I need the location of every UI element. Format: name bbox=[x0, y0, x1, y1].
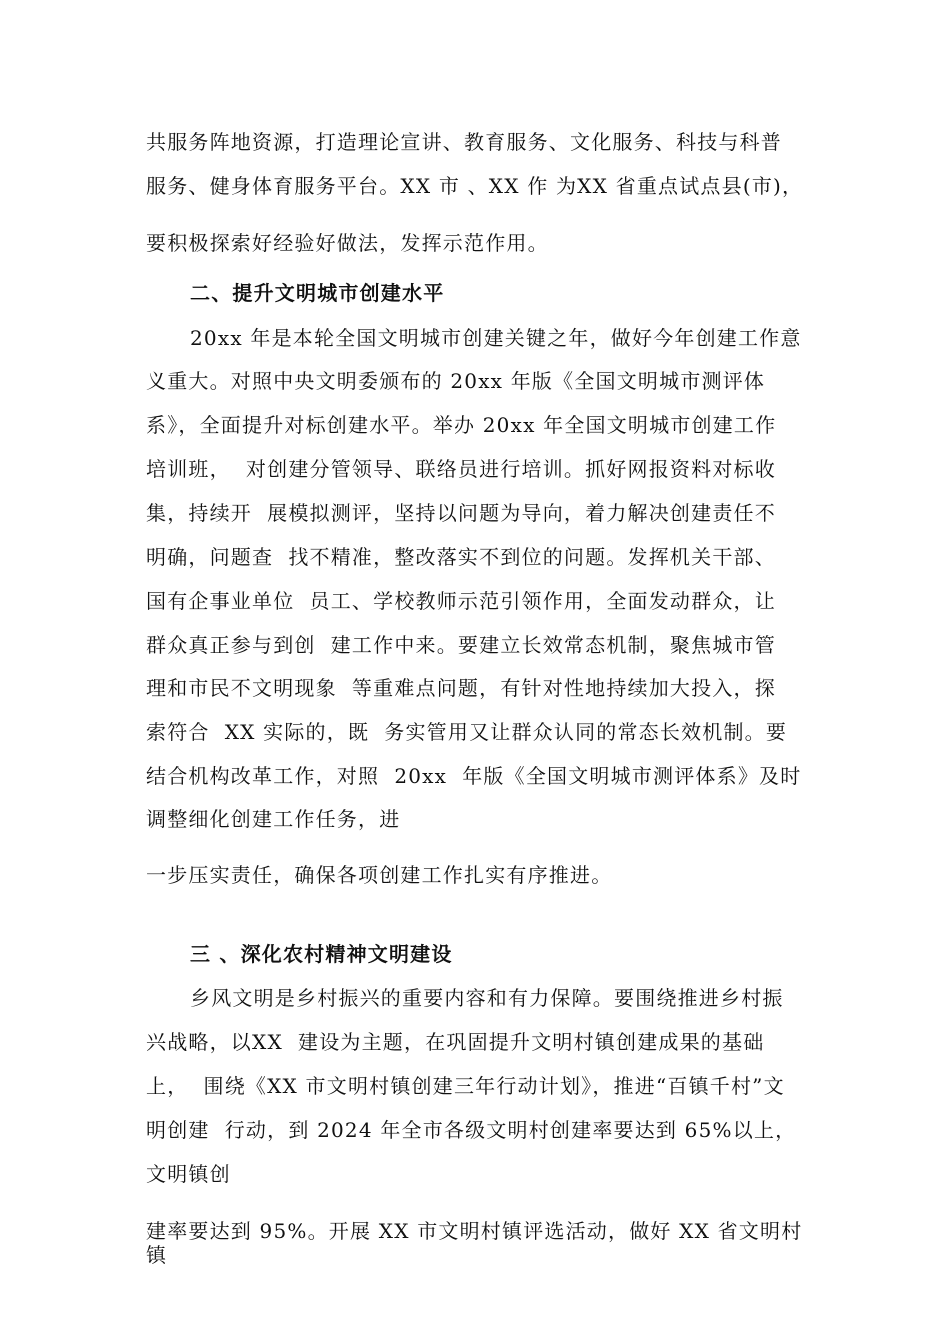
paragraph-line: 上， 围绕《XX 市文明村镇创建三年行动计划》，推进“百镇千村”文 bbox=[146, 1074, 785, 1098]
paragraph-line: 国有企事业单位 员工、学校教师示范引领作用，全面发动群众，让 bbox=[146, 589, 776, 613]
paragraph-line: 一步压实责任，确保各项创建工作扎实有序推进。 bbox=[146, 863, 613, 887]
paragraph-line: 集，持续开 展模拟测评，坚持以问题为导向，着力解决创建责任不 bbox=[146, 501, 776, 525]
paragraph-line: 培训班， 对创建分管领导、联络员进行培训。抓好网报资料对标收 bbox=[146, 457, 776, 481]
paragraph-line: 镇 bbox=[146, 1243, 168, 1267]
paragraph-line: 索符合 XX 实际的，既 务实管用又让群众认同的常态长效机制。要 bbox=[146, 720, 788, 744]
section-heading-2: 二、提升文明城市创建水平 bbox=[190, 281, 445, 305]
paragraph-line: 乡风文明是乡村振兴的重要内容和有力保障。要围绕推进乡村振 bbox=[190, 986, 784, 1010]
paragraph-line: 理和市民不文明现象 等重难点问题，有针对性地持续加大投入，探 bbox=[146, 676, 776, 700]
paragraph-line: 系》，全面提升对标创建水平。举办 20xx 年全国文明城市创建工作 bbox=[146, 413, 777, 437]
paragraph-line: 共服务阵地资源，打造理论宣讲、教育服务、文化服务、科技与科普 bbox=[146, 130, 782, 154]
paragraph-line: 调整细化创建工作任务，进 bbox=[146, 807, 401, 831]
section-heading-3: 三 、深化农村精神文明建设 bbox=[190, 942, 453, 966]
paragraph-line: 结合机构改革工作，对照 20xx 年版《全国文明城市测评体系》及时 bbox=[146, 764, 802, 788]
paragraph-line: 群众真正参与到创 建工作中来。要建立长效常态机制，聚焦城市管 bbox=[146, 633, 776, 657]
paragraph-line: 建率要达到 95%。开展 XX 市文明村镇评选活动，做好 XX 省文明村 bbox=[146, 1219, 803, 1243]
paragraph-line: 要积极探索好经验好做法，发挥示范作用。 bbox=[146, 231, 549, 255]
paragraph-line: 服务、健身体育服务平台。XX 市 、XX 作 为XX 省重点试点县(市)， bbox=[146, 174, 804, 198]
paragraph-line: 文明镇创 bbox=[146, 1162, 231, 1186]
paragraph-line: 兴战略，以XX 建设为主题，在巩固提升文明村镇创建成果的基础 bbox=[146, 1030, 765, 1054]
paragraph-line: 20xx 年是本轮全国文明城市创建关键之年，做好今年创建工作意 bbox=[190, 326, 802, 350]
paragraph-line: 明确，问题查 找不精准，整改落实不到位的问题。发挥机关干部、 bbox=[146, 545, 776, 569]
paragraph-line: 义重大。对照中央文明委颁布的 20xx 年版《全国文明城市测评体 bbox=[146, 369, 766, 393]
paragraph-line: 明创建 行动，到 2024 年全市各级文明村创建率要达到 65%以上， bbox=[146, 1118, 797, 1142]
